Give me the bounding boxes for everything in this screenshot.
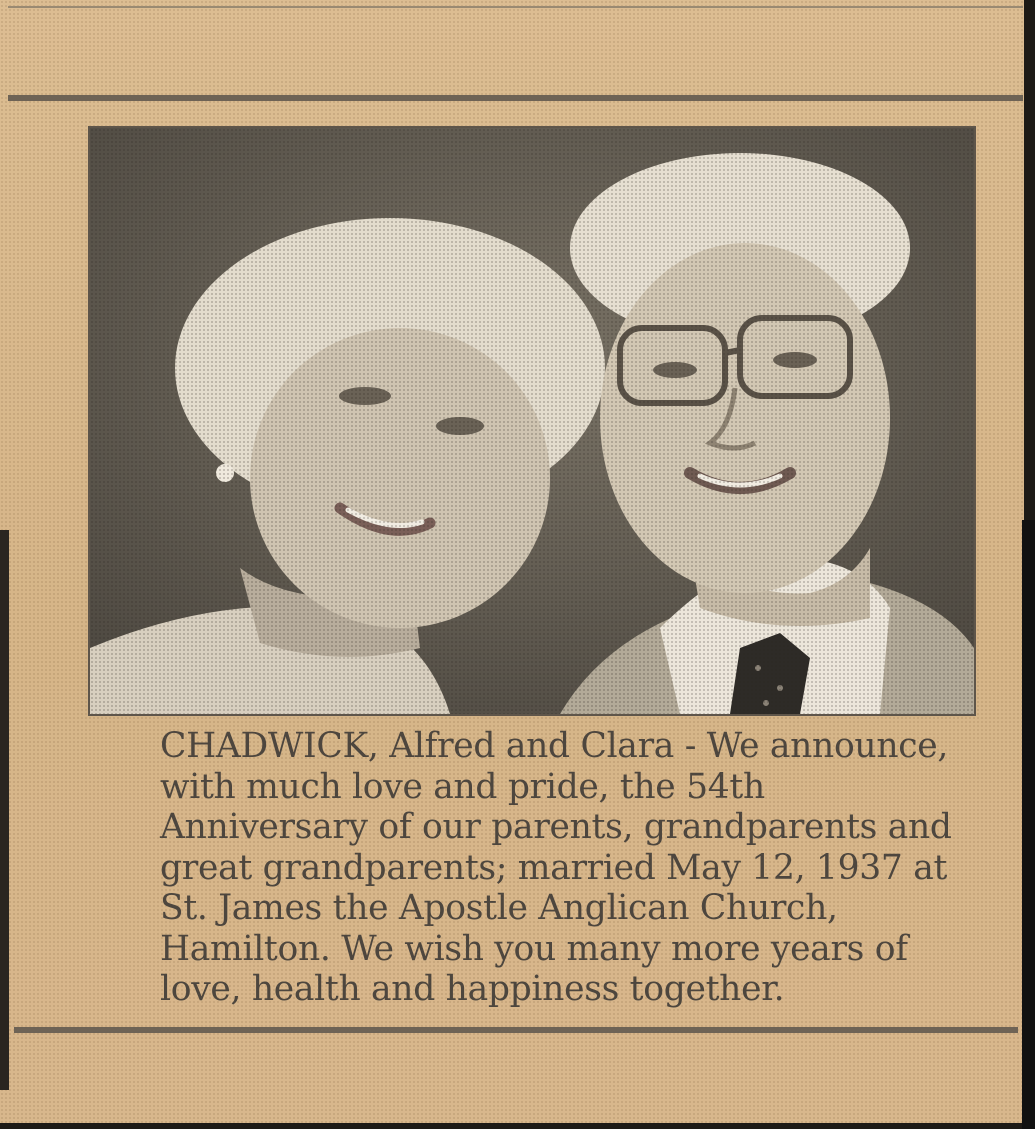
bottom-rule — [14, 1027, 1018, 1033]
announcement-line: CHADWICK, Alfred and Clara - We announce, — [160, 726, 949, 766]
top-rule — [8, 95, 1023, 101]
scan-edge-left — [0, 530, 9, 1090]
announcement-line: St. James the Apostle Anglican Church, — [160, 888, 838, 928]
announcement-line: love, health and happiness together. — [160, 969, 785, 1009]
announcement-text — [160, 726, 990, 1010]
top-edge-line — [8, 6, 1023, 8]
couple-photo — [88, 126, 976, 716]
couple-portrait-icon — [90, 128, 974, 714]
announcement-line: with much love and pride, the 54th — [160, 766, 765, 807]
announcement-line: Anniversary of our parents, grandparents and — [160, 807, 952, 847]
announcement-line: great grandparents; married May 12, 1937 at — [160, 847, 948, 888]
announcement-line: Hamilton. We wish you many more years of — [160, 928, 908, 969]
scan-edge-right — [1022, 520, 1035, 1129]
